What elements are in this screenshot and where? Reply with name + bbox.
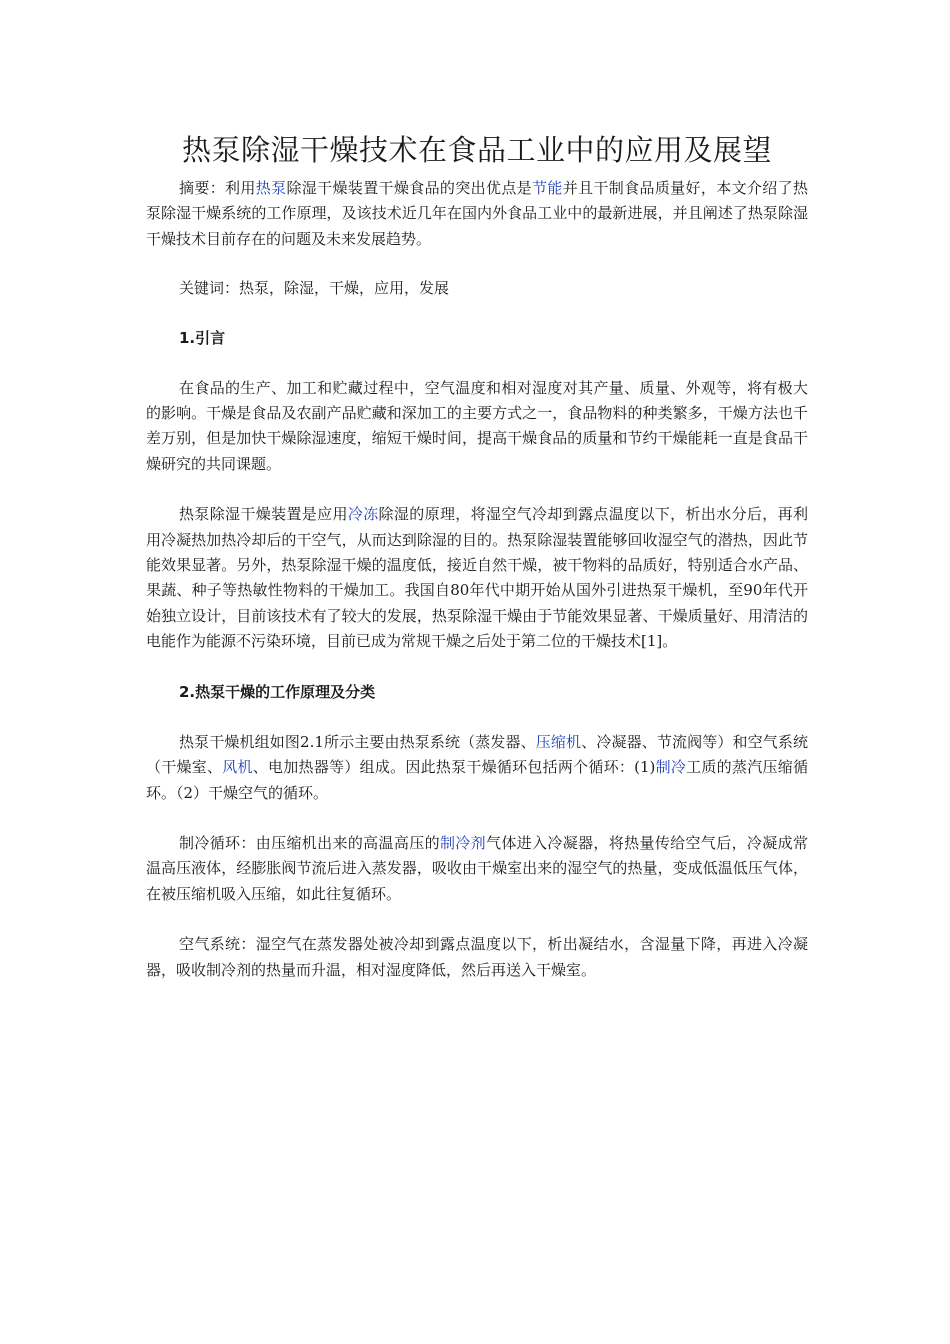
s2p1-a: 热泵干燥机组如图2.1所示主要由热泵系统（蒸发器、 [179, 732, 536, 751]
abstract-rest: 并且干制食品质量好，本文介绍了热泵除湿干燥系统的工作原理，及该技术近几年在国内外食品工业中的最新进展，并且阐述了热泵除湿干燥技术目前存在的问题及未来发展趋势。 [146, 179, 808, 248]
link-heat-pump[interactable]: 热泵 [255, 179, 287, 197]
document-body [146, 128, 808, 983]
s2p1-c: 、电加热器等）组成。因此热泵干燥循环包括两个循环：(1) [252, 758, 656, 777]
link-fan[interactable]: 风机 [222, 758, 253, 777]
section-2-heading: 2.热泵干燥的工作原理及分类 [179, 682, 376, 701]
link-freezing[interactable]: 冷冻 [347, 505, 379, 524]
section-2-paragraph-1 [146, 730, 808, 806]
link-refrigeration[interactable]: 制冷 [655, 758, 687, 777]
keywords-line: 关键词：热泵，除湿，干燥，应用，发展 [179, 279, 450, 298]
s2p2-b: 气体进入冷凝器，将热量传给空气后，冷凝成常温高压液体，经膨胀阀节流后进入蒸发器，吸收由干燥室出来的湿空气的热量，变成低温低压气体，在被压缩机吸入压缩，如此往复循环。 [146, 833, 808, 903]
section-1-paragraph-2 [146, 502, 808, 654]
s1p2-prefix: 热泵除湿干燥装置是应用 [179, 505, 348, 524]
link-refrigerant[interactable]: 制冷剂 [439, 833, 486, 852]
abstract-paragraph [146, 176, 808, 252]
link-energy-saving[interactable]: 节能 [532, 179, 563, 197]
abstract-mid: 除湿干燥装置干燥食品的突出优点是 [286, 179, 533, 197]
section-2-paragraph-3: 空气系统：湿空气在蒸发器处被冷却到露点温度以下，析出凝结水，含湿量下降，再进入冷凝器，吸收制冷剂的热量而升温，相对湿度降低，然后再送入干燥室。 [146, 935, 808, 979]
abstract-prefix: 摘要：利用 [179, 179, 256, 197]
s2p1-b: 、冷凝器、节流阀等）和空气系统（干燥室、 [146, 732, 808, 777]
s2p1-d: 工质的蒸汽压缩循环。（2）干燥空气的循环。 [146, 758, 808, 802]
section-1-heading: 1.引言 [179, 328, 226, 347]
link-compressor[interactable]: 压缩机 [535, 732, 582, 751]
section-2-paragraph-2 [146, 831, 808, 907]
section-1-paragraph-1: 在食品的生产、加工和贮藏过程中，空气温度和相对湿度对其产量、质量、外观等，将有极大的影响。干燥是食品及农副产品贮藏和深加工的主要方式之一，食品物料的种类繁多，干燥方法也千差万别，但是加快干燥除湿速度，缩短干燥时间，提高干燥食品的质量和节约干燥能耗一直是食品干燥研究的共同课题。 [146, 378, 808, 473]
s1p2-rest: 除湿的原理，将湿空气冷却到露点温度以下，析出水分后，再利用冷凝热加热冷却后的干空气，从而达到除湿的目的。热泵除湿装置能够回收湿空气的潜热，因此节能效果显著。另外，热泵除湿干燥的温度低，接近自然干燥，被干物料的品质好，特别适合水产品、果蔬、种子等热敏性物料的干燥加工。我国自80年代中期开始从国外引进热泵干燥机，至90年代开始独立设计，目前该技术有了较大的发展，热泵除湿干燥由于节能效果显著、干燥质量好、用清洁的电能作为能源不污染环境，目前已成为常规干燥之后处于第二位的干燥技术[1]。 [146, 505, 808, 651]
document-title: 热泵除湿干燥技术在食品工业中的应用及展望 [181, 133, 772, 167]
s2p2-a: 制冷循环：由压缩机出来的高温高压的 [179, 833, 440, 852]
